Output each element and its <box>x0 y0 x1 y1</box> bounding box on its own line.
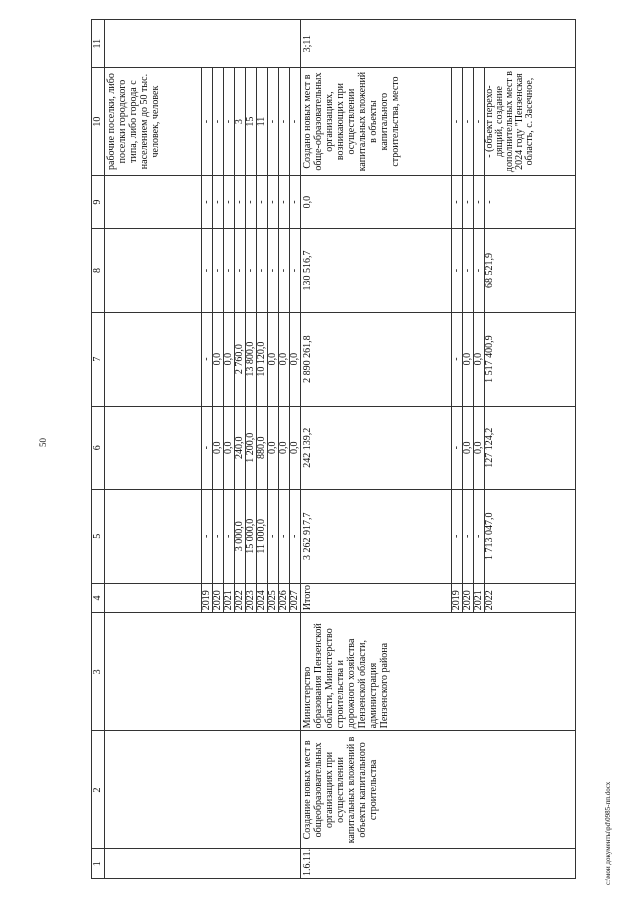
value-cell: 0,0 <box>213 406 224 489</box>
year-cell: 2022 <box>485 583 576 613</box>
value-cell: 240,0 <box>235 406 246 489</box>
value-cell: 880,0 <box>257 406 268 489</box>
value-cell: 10 120,0 <box>257 312 268 406</box>
value-cell: - <box>279 175 290 229</box>
total-c7: 2 890 261,8 <box>301 312 452 406</box>
value-cell: - (объект перехо-дящий, создание дополнительных мест в 2024 году "Пензенская область, с. Засечное, <box>485 68 576 175</box>
header-cell: 9 <box>92 175 105 229</box>
value-cell: - <box>279 68 290 175</box>
value-cell: - <box>452 406 463 489</box>
value-cell: - <box>235 175 246 229</box>
value-cell: 0,0 <box>268 406 279 489</box>
value-cell: - <box>257 229 268 312</box>
value-cell: - <box>213 175 224 229</box>
header-cell: 3 <box>92 613 105 731</box>
value-cell: - <box>474 229 485 312</box>
value-cell: - <box>202 229 213 312</box>
value-cell: 0,0 <box>474 312 485 406</box>
value-cell: 1 713 047,0 <box>485 489 576 583</box>
source-ref: 3;11 <box>301 20 576 68</box>
footer-path: c:\мои документы\pd\0985-пп.docx <box>604 781 612 885</box>
year-cell: 2025 <box>268 583 279 613</box>
value-cell: 0,0 <box>474 406 485 489</box>
value-cell: 0,0 <box>290 312 301 406</box>
block1-continuation-row <box>105 20 202 879</box>
value-cell: 0,0 <box>224 312 235 406</box>
header-cell: 6 <box>92 406 105 489</box>
year-cell: 2021 <box>224 583 235 613</box>
value-cell: 0,0 <box>213 312 224 406</box>
value-cell: 13 800,0 <box>246 312 257 406</box>
header-cell: 11 <box>92 20 105 68</box>
value-cell: - <box>224 175 235 229</box>
value-cell: - <box>202 406 213 489</box>
value-cell: - <box>213 68 224 175</box>
page-number: 50 <box>38 438 48 447</box>
value-cell: - <box>224 68 235 175</box>
cell-empty <box>105 583 202 613</box>
header-cell: 10 <box>92 68 105 175</box>
cell-empty <box>105 849 301 879</box>
header-row <box>92 20 105 879</box>
value-cell: 0,0 <box>268 312 279 406</box>
value-cell: 0,0 <box>290 406 301 489</box>
value-cell: 3 <box>235 68 246 175</box>
value-cell: - <box>474 175 485 229</box>
budget-table-rotated <box>91 19 627 879</box>
indicator-text: рабочие поселки, либо поселки городского типа, либо города с населением до 50 тыс. человек, человек <box>105 68 202 175</box>
indicator-text: Создано новых мест в обще-образовательных организациях, возникающих при осуществлении капитальных вложений в объекты капитального строительства, место <box>301 68 452 175</box>
value-cell: 11 <box>257 68 268 175</box>
year-cell: 2026 <box>279 583 290 613</box>
block2-total-row <box>301 20 452 879</box>
value-cell: - <box>452 229 463 312</box>
value-cell: - <box>279 489 290 583</box>
item-number: 1.6.11. <box>301 849 576 879</box>
value-cell: - <box>452 175 463 229</box>
item-executor: Министерство образования Пензенской области, Министерство строительства и дорожного хозяйства Пензенской области, администрация Пензенского района <box>301 613 576 731</box>
value-cell: 11 000,0 <box>257 489 268 583</box>
header-cell: 1 <box>92 849 105 879</box>
value-cell: 15 <box>246 68 257 175</box>
value-cell: 2 760,0 <box>235 312 246 406</box>
value-cell: 0,0 <box>279 312 290 406</box>
value-cell: - <box>268 175 279 229</box>
value-cell: - <box>463 489 474 583</box>
cell-empty <box>105 613 301 731</box>
value-cell: - <box>202 68 213 175</box>
value-cell: - <box>452 68 463 175</box>
value-cell: - <box>290 229 301 312</box>
header-cell: 5 <box>92 489 105 583</box>
header-cell: 8 <box>92 229 105 312</box>
value-cell: 127 124,2 <box>485 406 576 489</box>
year-cell: 2022 <box>235 583 246 613</box>
value-cell: - <box>279 229 290 312</box>
value-cell: - <box>463 175 474 229</box>
value-cell: - <box>202 312 213 406</box>
year-cell: 2021 <box>474 583 485 613</box>
year-cell: 2024 <box>257 583 268 613</box>
value-cell: - <box>268 489 279 583</box>
total-c8: 130 516,7 <box>301 229 452 312</box>
value-cell: 0,0 <box>279 406 290 489</box>
value-cell: - <box>224 489 235 583</box>
value-cell: - <box>474 489 485 583</box>
cell-empty <box>105 20 301 68</box>
value-cell: - <box>246 229 257 312</box>
value-cell: 0,0 <box>463 406 474 489</box>
value-cell: - <box>452 312 463 406</box>
header-cell: 2 <box>92 731 105 849</box>
budget-table <box>91 19 576 879</box>
value-cell: - <box>224 229 235 312</box>
year-cell: 2023 <box>246 583 257 613</box>
value-cell: - <box>463 229 474 312</box>
value-cell: - <box>452 489 463 583</box>
value-cell: - <box>235 229 246 312</box>
value-cell: - <box>213 229 224 312</box>
year-cell: 2027 <box>290 583 301 613</box>
year-cell: 2020 <box>463 583 474 613</box>
cell-empty <box>105 312 202 406</box>
value-cell: 3 000,0 <box>235 489 246 583</box>
cell-empty <box>105 229 202 312</box>
cell-empty <box>105 731 301 849</box>
value-cell: 1 517 400,9 <box>485 312 576 406</box>
value-cell: - <box>290 489 301 583</box>
item-name: Создание новых мест в общеобразовательных организациях при осуществлении капитальных вложений в объекты капитального строительства <box>301 731 576 849</box>
value-cell: - <box>202 489 213 583</box>
year-cell: 2019 <box>452 583 463 613</box>
value-cell: 68 521,9 <box>485 229 576 312</box>
value-cell: - <box>290 68 301 175</box>
total-c6: 242 139,2 <box>301 406 452 489</box>
value-cell: - <box>290 175 301 229</box>
value-cell: 0,0 <box>463 312 474 406</box>
total-c5: 3 262 917,7 <box>301 489 452 583</box>
value-cell: 0,0 <box>224 406 235 489</box>
value-cell: - <box>213 489 224 583</box>
value-cell: - <box>202 175 213 229</box>
header-cell: 4 <box>92 583 105 613</box>
total-label: Итого <box>301 583 452 613</box>
cell-empty <box>105 489 202 583</box>
value-cell: - <box>268 229 279 312</box>
value-cell: - <box>485 175 576 229</box>
year-cell: 2020 <box>213 583 224 613</box>
total-c9: 0,0 <box>301 175 452 229</box>
value-cell: - <box>463 68 474 175</box>
value-cell: - <box>268 68 279 175</box>
value-cell: - <box>257 175 268 229</box>
year-cell: 2019 <box>202 583 213 613</box>
cell-empty <box>105 175 202 229</box>
value-cell: 15 000,0 <box>246 489 257 583</box>
value-cell: - <box>246 175 257 229</box>
value-cell: 1 200,0 <box>246 406 257 489</box>
value-cell: - <box>474 68 485 175</box>
cell-empty <box>105 406 202 489</box>
header-cell: 7 <box>92 312 105 406</box>
